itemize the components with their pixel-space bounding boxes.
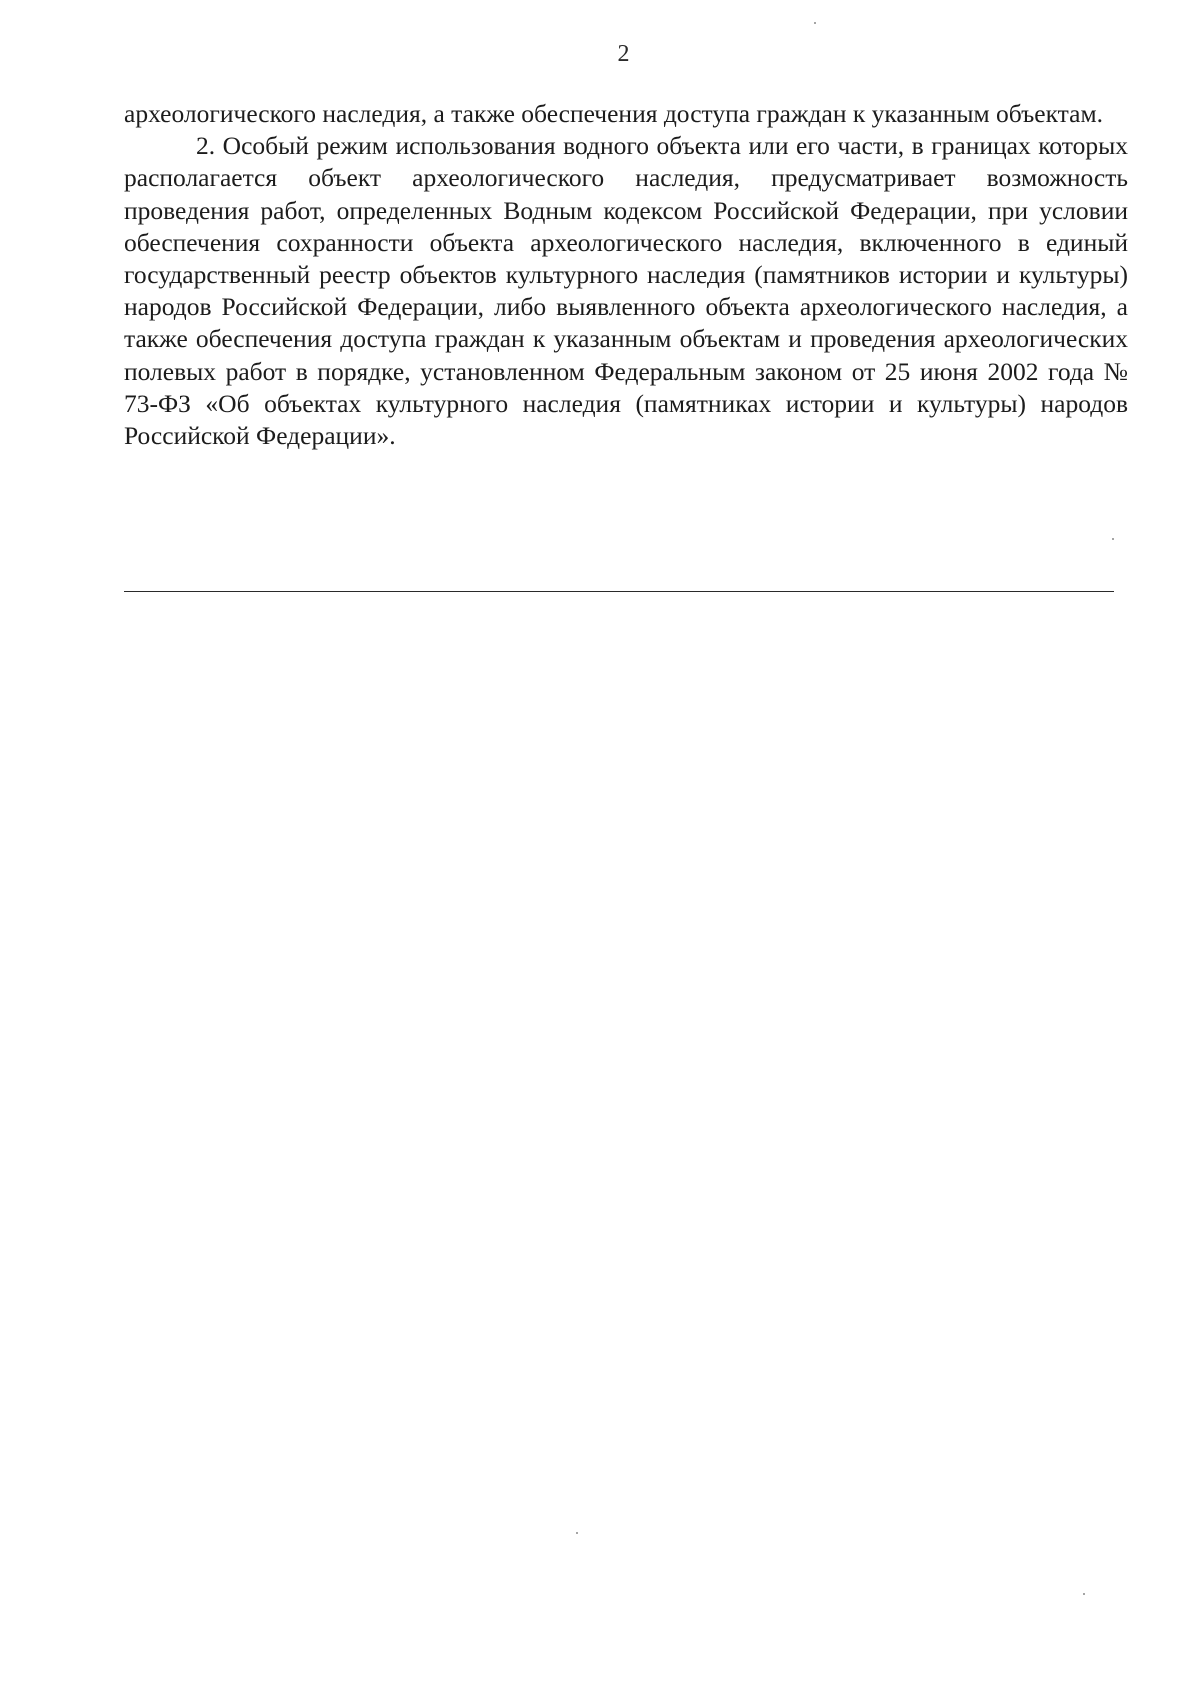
document-body — [124, 98, 1128, 452]
paragraph-item-2: 2. Особый режим использования водного объекта или его части, в границах которых располагается объект археологического наследия, предусматривает возможность проведения работ, определенных Водным кодексом Российской Федерации, при условии обеспечения сохранности объекта археологического наследия, включенного в единый государственный реестр объектов культурного наследия (памятников истории и культуры) народов Российской Федерации, либо выявленного объекта археологического наследия, а также обеспечения доступа граждан к указанным объектам и проведения археологических полевых работ в порядке, установленном Федеральным законом от 25 июня 2002 года № 73-ФЗ «Об объектах культурного наследия (памятниках истории и культуры) народов Российской Федерации». — [124, 131, 1128, 451]
paragraph-continuation: археологического наследия, а также обеспечения доступа граждан к указанным объектам. — [124, 99, 1103, 128]
scan-speck — [576, 1532, 578, 1534]
scan-speck — [1083, 1593, 1085, 1595]
end-of-text-rule — [124, 591, 1114, 592]
page-number: 2 — [617, 41, 630, 67]
scan-speck — [1112, 538, 1114, 540]
scan-speck — [814, 22, 816, 24]
